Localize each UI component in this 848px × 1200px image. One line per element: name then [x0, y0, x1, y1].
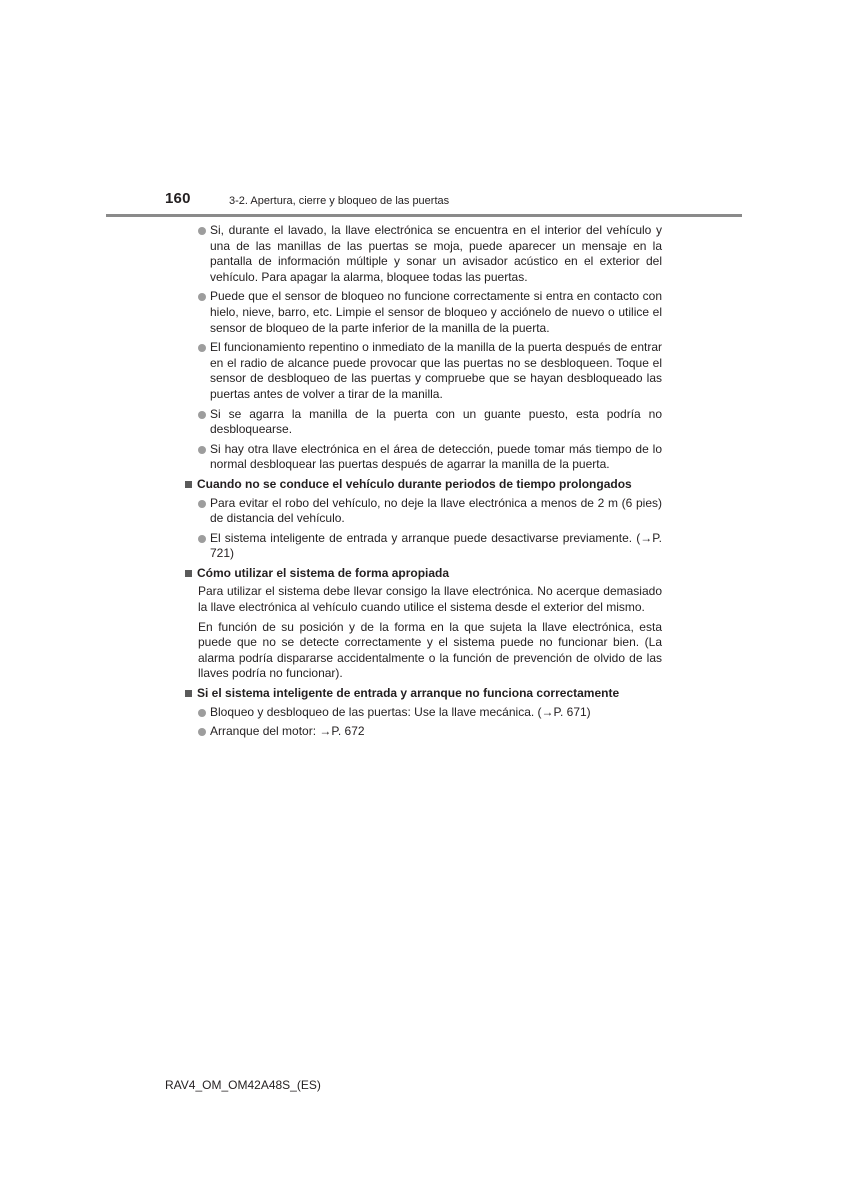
heading-malfunction — [185, 686, 662, 702]
bullet-icon — [198, 709, 206, 717]
bullet-text: Puede que el sensor de bloqueo no funcione correctamente si entra en contacto con hielo, nieve, barro, etc. Limpie el sensor de bloqueo y acciónelo de nuevo o utilice el sensor de bloqueo de la parte inferior de la manilla de la puerta. — [210, 289, 662, 335]
square-marker-icon — [185, 570, 192, 577]
page-number: 160 — [165, 190, 191, 207]
bullet-icon — [198, 446, 206, 454]
list-item — [185, 705, 662, 721]
bullet-text: El sistema inteligente de entrada y arranque puede desactivarse previamente. (→P. 721) — [210, 530, 662, 561]
list-item — [185, 724, 662, 740]
bullet-icon — [198, 500, 206, 508]
bullet-text: Si se agarra la manilla de la puerta con un guante puesto, esta podría no desbloquearse. — [210, 406, 662, 437]
list-item — [185, 407, 662, 438]
bullet-icon — [198, 227, 206, 235]
bullet-text: Arranque del motor: →P. 672 — [210, 724, 365, 739]
heading-text: Cuando no se conduce el vehículo durante periodos de tiempo prolongados — [197, 476, 632, 491]
malfunction-bullet-list — [185, 705, 662, 740]
paragraph: En función de su posición y de la forma en la que sujeta la llave electrónica, esta puede que no se detecte correctamente y el sistema puede no funcionar bien. (La alarma podría dispararse accidentalmente o la función de prevención de olvido de las llaves podría no funcionar). — [198, 619, 662, 681]
list-item — [185, 223, 662, 285]
list-item — [185, 531, 662, 562]
bullet-text: Si hay otra llave electrónica en el área de detección, puede tomar más tiempo de lo normal desbloquear las puertas después de agarrar la manilla de la puerta. — [210, 441, 662, 472]
footer-doc-code: RAV4_OM_OM42A48S_(ES) — [165, 1078, 321, 1092]
list-item — [185, 289, 662, 336]
list-item — [185, 496, 662, 527]
bullet-text: El funcionamiento repentino o inmediato de la manilla de la puerta después de entrar en el radio de alcance puede provocar que las puertas no se desbloqueen. Toque el sensor de desbloqueo de las puertas y compruebe que se hayan desbloqueado las puertas antes de volver a tirar de la manilla. — [210, 340, 662, 401]
heading-text: Si el sistema inteligente de entrada y arranque no funciona correctamente — [197, 686, 620, 701]
bullet-text: Para evitar el robo del vehículo, no deje la llave electrónica a menos de 2 m (6 pies) de distancia del vehículo. — [210, 495, 662, 526]
header-rule — [106, 214, 742, 217]
bullet-icon — [198, 411, 206, 419]
long-periods-bullet-list — [185, 496, 662, 562]
bullet-icon — [198, 728, 206, 736]
list-item — [185, 442, 662, 473]
section-title: 3-2. Apertura, cierre y bloqueo de las puertas — [229, 195, 450, 207]
intro-bullet-list — [185, 223, 662, 473]
heading-proper-use — [185, 566, 662, 582]
square-marker-icon — [185, 690, 192, 697]
bullet-icon — [198, 344, 206, 352]
bullet-text: Bloqueo y desbloqueo de las puertas: Use la llave mecánica. (→P. 671) — [210, 704, 591, 719]
square-marker-icon — [185, 481, 192, 488]
heading-text: Cómo utilizar el sistema de forma apropiada — [197, 565, 450, 580]
list-item — [185, 340, 662, 402]
bullet-icon — [198, 535, 206, 543]
bullet-text: Si, durante el lavado, la llave electrónica se encuentra en el interior del vehículo y una de las manillas de las puertas se moja, puede aparecer un mensaje en la pantalla de información múltiple y sonar un avisador acústico en el exterior del vehículo. Para apagar la alarma, bloquee todas las puertas. — [210, 223, 662, 284]
paragraph: Para utilizar el sistema debe llevar consigo la llave electrónica. No acerque demasiado la llave electrónica al vehículo cuando utilice el sistema desde el exterior del mismo. — [198, 584, 662, 615]
bullet-icon — [198, 293, 206, 301]
page-content — [185, 223, 662, 744]
heading-long-periods — [185, 477, 662, 493]
